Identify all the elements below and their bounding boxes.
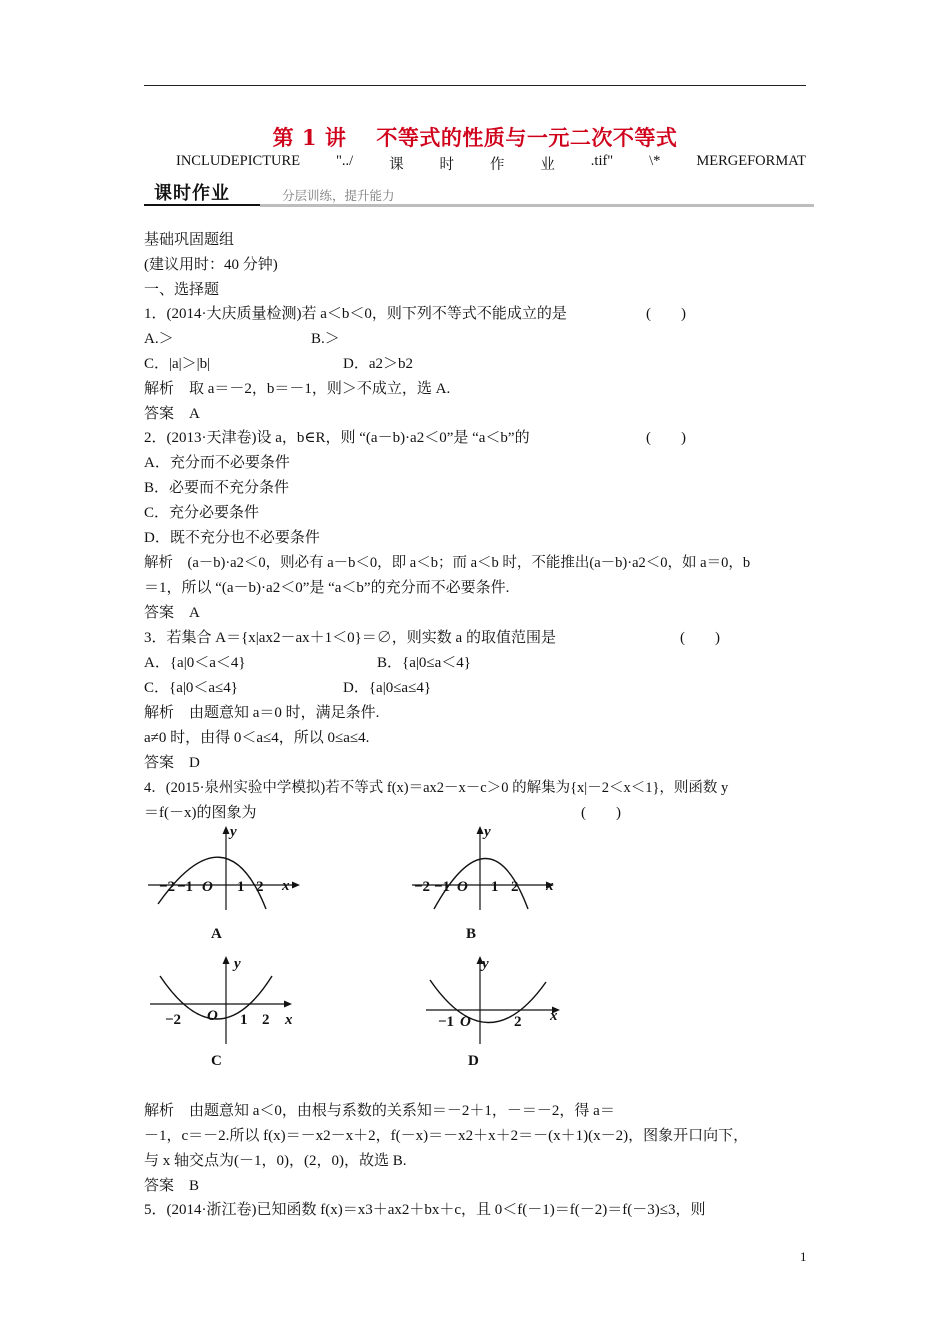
graph-b-label: B — [466, 926, 477, 942]
answer: 答案 A — [144, 406, 200, 422]
tick-label: −2 — [165, 1012, 182, 1028]
tick-label: −1 — [438, 1014, 455, 1030]
origin-label: O — [207, 1008, 218, 1024]
analysis: 解析 由题意知 a＝0 时，满足条件. — [144, 705, 380, 721]
origin-label: O — [460, 1014, 471, 1030]
field-token: 课 — [389, 157, 404, 173]
graph-d — [420, 952, 580, 1047]
field-token: MERGEFORMAT — [696, 153, 806, 169]
question-3-stem: 3．若集合 A＝{x|ax2－ax＋1＜0}＝∅，则实数 a 的取值范围是 — [144, 630, 556, 646]
option-c: C．{a|0＜a≤4} — [144, 680, 238, 696]
analysis-continued: 与 x 轴交点为(－1，0)，(2，0)，故选 B. — [144, 1153, 407, 1169]
field-token: 时 — [439, 157, 455, 173]
group-heading: 基础巩固题组 — [144, 232, 235, 248]
axis-label-y: y — [234, 956, 241, 972]
axis-label-y: y — [484, 824, 491, 840]
graph-c — [146, 952, 306, 1047]
option-a: A．{a|0＜a＜4} — [144, 655, 246, 671]
question-4-stem-continued: ＝f(－x)的图象为 — [144, 805, 257, 821]
tick-label: 2 — [262, 1012, 270, 1028]
x-arrow-icon — [284, 1001, 292, 1008]
y-arrow-icon — [223, 826, 230, 834]
graph-d-label: D — [468, 1053, 479, 1069]
banner-label: 课时作业 — [154, 183, 230, 204]
axis-label-x: x — [550, 1008, 558, 1024]
homework-banner — [144, 178, 814, 208]
answer-blank: ( ) — [646, 430, 686, 446]
answer: 答案 B — [144, 1178, 200, 1194]
analysis: 解析 由题意知 a＜0，由根与系数的关系知＝－2＋1，－＝－2，得 a＝ — [144, 1103, 615, 1119]
answer-blank: ( ) — [680, 630, 720, 646]
question-5-stem: 5．(2014·浙江卷)已知函数 f(x)＝x3＋ax2＋bx＋c，且 0＜f(－1)＝f(－2)＝f(－3)≤3，则 — [144, 1202, 706, 1218]
option-b: B.＞ — [311, 331, 340, 347]
graph-a — [146, 818, 306, 913]
suggested-time: (建议用时：40 分钟) — [144, 257, 278, 273]
analysis-continued: a≠0 时，由得 0＜a≤4，所以 0≤a≤4. — [144, 730, 370, 746]
page-title — [0, 122, 950, 152]
axis-label-x: x — [282, 878, 290, 894]
option-b: B．{a|0≤a＜4} — [377, 655, 471, 671]
answer: 答案 A — [144, 605, 200, 621]
question-2-stem: 2．(2013·天津卷)设 a，b∈R，则 “(a－b)·a2＜0”是 “a＜b”的 — [144, 430, 530, 446]
banner-subtitle: 分层训练，提升能力 — [282, 188, 395, 203]
axis-label-x: x — [546, 878, 554, 894]
banner-bar — [260, 204, 814, 207]
lecture-title: 不等式的性质与一元二次不等式 — [376, 125, 678, 150]
graph-a-label: A — [211, 926, 222, 942]
field-token: .tif" — [590, 153, 614, 169]
y-arrow-icon — [477, 826, 484, 834]
answer-blank: ( ) — [581, 805, 621, 821]
page-number: 1 — [800, 1249, 807, 1264]
section-heading: 一、选择题 — [144, 282, 220, 298]
tick-label: −1 — [177, 879, 194, 895]
x-arrow-icon — [292, 882, 300, 889]
field-token: INCLUDEPICTURE — [176, 153, 301, 169]
header-rule — [144, 85, 806, 86]
graph-c-label: C — [211, 1053, 222, 1069]
origin-label: O — [457, 879, 468, 895]
axis-label-y: y — [230, 824, 237, 840]
tick-label: 2 — [511, 879, 519, 895]
tick-label: 1 — [237, 879, 245, 895]
option-a: A．充分而不必要条件 — [144, 455, 290, 471]
field-token: "../ — [335, 153, 354, 169]
option-c: C．充分必要条件 — [144, 505, 260, 521]
axis-label-x: x — [285, 1012, 293, 1028]
option-b: B．必要而不充分条件 — [144, 480, 290, 496]
field-token: 作 — [489, 157, 505, 173]
option-d: D．a2＞b2 — [343, 356, 413, 372]
tick-label: 2 — [256, 879, 264, 895]
option-a: A.＞ — [144, 331, 174, 347]
origin-label: O — [202, 879, 213, 895]
field-token: 业 — [540, 157, 555, 173]
graph-b — [406, 818, 566, 913]
banner-underline — [144, 204, 260, 206]
tick-label: 1 — [491, 879, 499, 895]
lecture-number: 第 1 讲 — [272, 125, 347, 150]
analysis-continued: ＝1，所以 “(a－b)·a2＜0”是 “a＜b”的充分而不必要条件. — [144, 580, 510, 596]
include-picture-field — [176, 153, 806, 174]
tick-label: −2 — [159, 879, 176, 895]
tick-label: −2 — [414, 879, 431, 895]
tick-label: −1 — [434, 879, 451, 895]
tick-label: 1 — [240, 1012, 248, 1028]
answer-blank: ( ) — [646, 306, 686, 322]
option-d: D．既不充分也不必要条件 — [144, 530, 320, 546]
option-c: C．|a|＞|b| — [144, 356, 211, 372]
tick-label: 2 — [514, 1014, 522, 1030]
question-1-stem: 1．(2014·大庆质量检测)若 a＜b＜0，则下列不等式不能成立的是 — [144, 306, 567, 322]
axis-label-y: y — [482, 956, 489, 972]
option-d: D．{a|0≤a≤4} — [343, 680, 432, 696]
answer: 答案 D — [144, 755, 200, 771]
analysis: 解析 取 a＝－2，b＝－1，则＞不成立，选 A. — [144, 381, 451, 397]
analysis: 解析 (a－b)·a2＜0，则必有 a－b＜0，即 a＜b；而 a＜b 时，不能推出(a－b)·a2＜0，如 a＝0，b — [144, 555, 751, 571]
question-4-stem: 4．(2015·泉州实验中学模拟)若不等式 f(x)＝ax2－x－c＞0 的解集为{x|－2＜x＜1}，则函数 y — [144, 780, 729, 796]
analysis-continued: －1，c＝－2.所以 f(x)＝－x2－x＋2，f(－x)＝－x2＋x＋2＝－(x＋1)(x－2)，图象开口向下， — [144, 1128, 749, 1144]
y-arrow-icon — [223, 956, 230, 964]
field-token: \* — [649, 153, 661, 169]
